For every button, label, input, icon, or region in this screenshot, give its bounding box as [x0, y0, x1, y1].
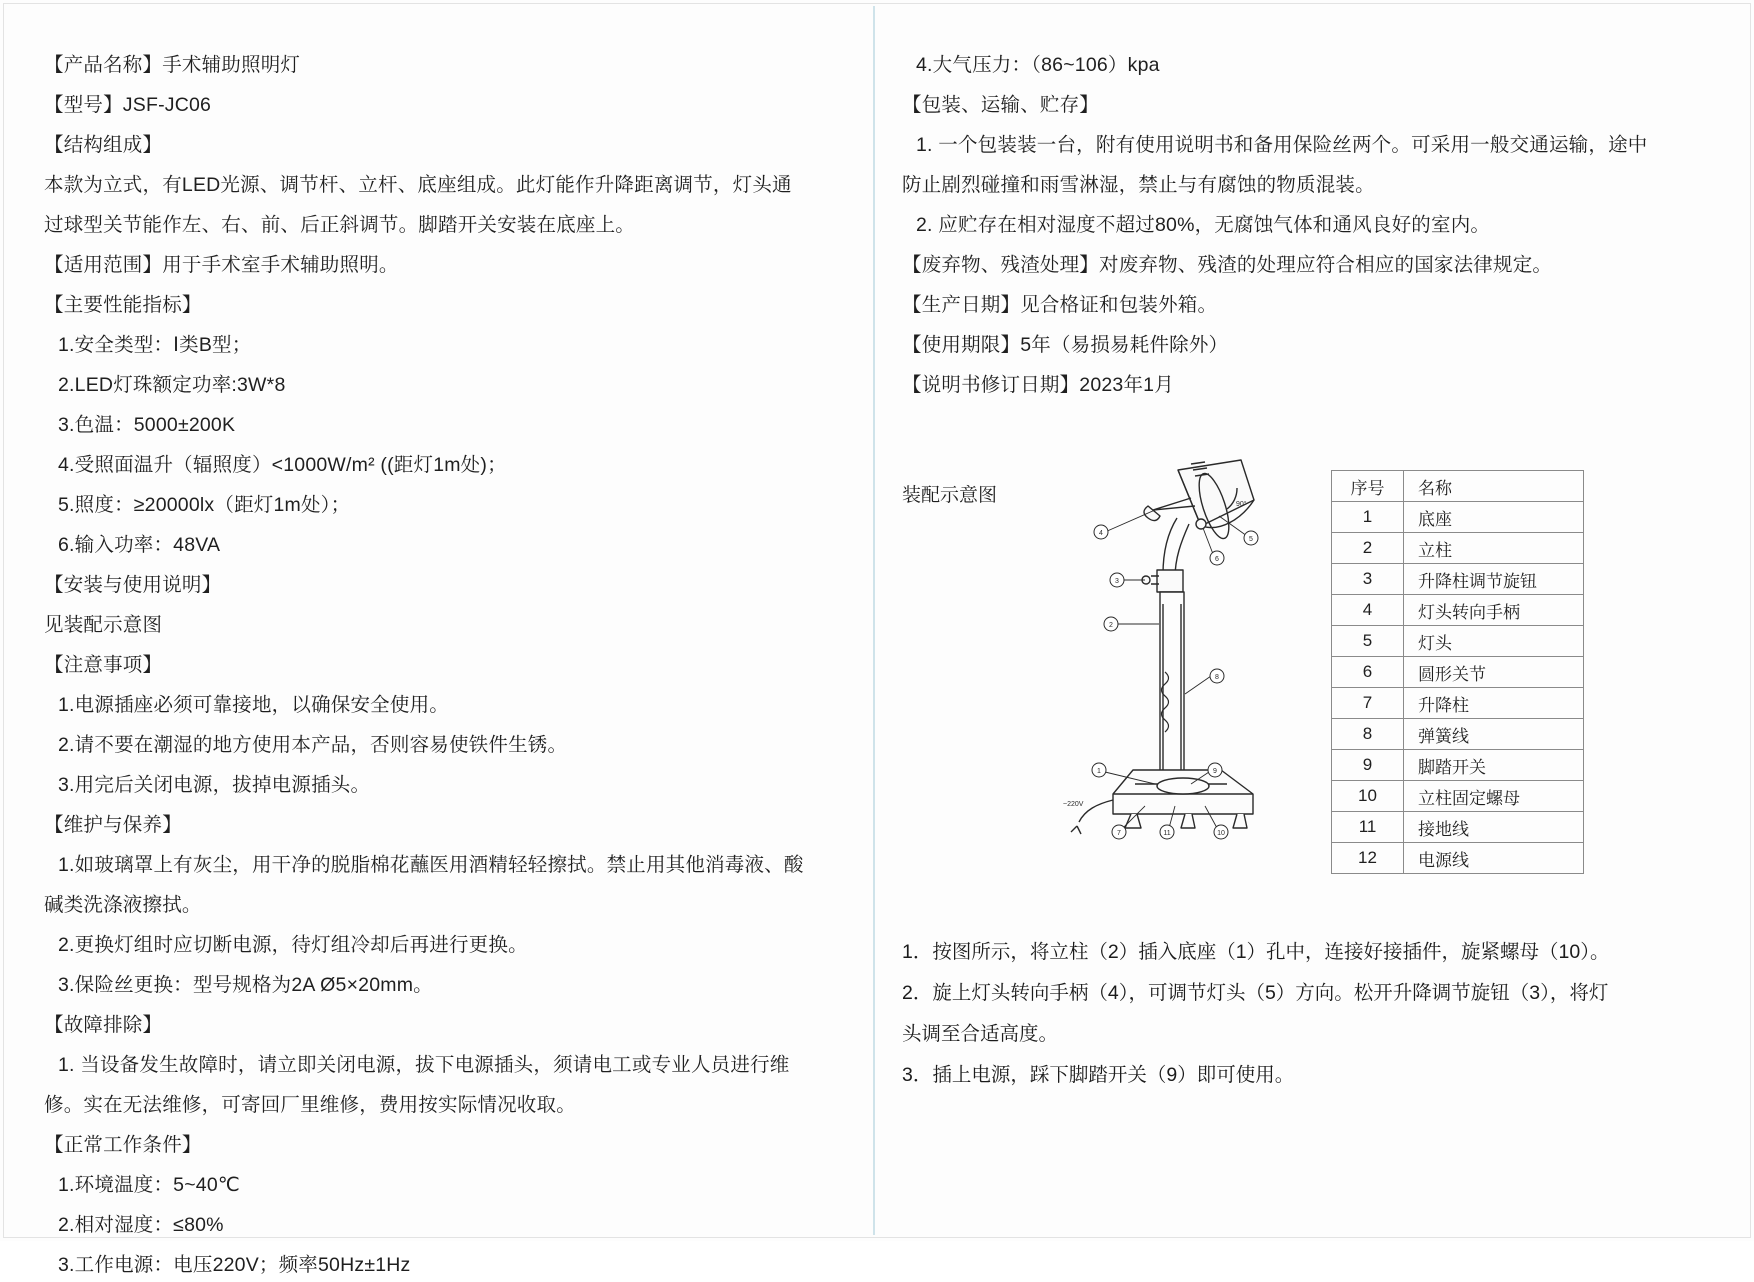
part-name: 脚踏开关 — [1404, 750, 1584, 781]
svg-text:7: 7 — [1117, 830, 1121, 837]
working-conditions-heading: 【正常工作条件】 — [44, 1134, 202, 1156]
packaging-item-2: 2. 应贮存在相对湿度不超过80%，无腐蚀气体和通风良好的室内。 — [916, 214, 1491, 236]
part-no: 3 — [1332, 564, 1404, 595]
part-name: 灯头 — [1404, 626, 1584, 657]
assembly-figure-block — [902, 462, 1710, 874]
product-name-line: 【产品名称】手术辅助照明灯 — [44, 54, 301, 76]
svg-text:5: 5 — [1249, 536, 1253, 543]
part-no: 5 — [1332, 626, 1404, 657]
maintenance-item-1-line-2: 碱类洗涤液擦拭。 — [44, 894, 202, 916]
table-row — [1332, 688, 1584, 719]
column-header-name: 名称 — [1404, 471, 1584, 502]
parts-list-table — [1331, 470, 1584, 874]
revision-date-line: 【说明书修订日期】2023年1月 — [902, 374, 1174, 396]
troubleshooting-item-1-line-1: 1. 当设备发生故障时，请立即关闭电源，拔下电源插头，须请电工或专业人员进行维 — [58, 1054, 790, 1076]
table-row — [1332, 750, 1584, 781]
packaging-heading: 【包装、运输、贮存】 — [902, 94, 1100, 116]
svg-text:8: 8 — [1215, 674, 1219, 681]
table-row — [1332, 564, 1584, 595]
table-row — [1332, 719, 1584, 750]
scope-line: 【适用范围】用于手术室手术辅助照明。 — [44, 254, 399, 276]
notice-item-3: 3.用完后关闭电源，拔掉电源插头。 — [58, 774, 371, 796]
assembly-diagram-label: 装配示意图 — [902, 485, 998, 506]
performance-item-6: 6.输入功率：48VA — [58, 534, 221, 556]
part-name: 立柱 — [1404, 533, 1584, 564]
part-no: 10 — [1332, 781, 1404, 812]
table-row — [1332, 626, 1584, 657]
performance-item-2: 2.LED灯珠额定功率:3W*8 — [58, 374, 286, 396]
table-row — [1332, 595, 1584, 626]
assembly-step-2-line-1: 2．旋上灯头转向手柄（4），可调节灯头（5）方向。松开升降调节旋钮（3），将灯 — [902, 982, 1609, 1004]
structure-heading: 【结构组成】 — [44, 134, 163, 156]
svg-text:11: 11 — [1163, 830, 1171, 837]
maintenance-item-3: 3.保险丝更换：型号规格为2A Ø5×20mm。 — [58, 974, 433, 996]
part-no: 7 — [1332, 688, 1404, 719]
notice-heading: 【注意事项】 — [44, 654, 163, 676]
assembly-diagram-icon — [1005, 454, 1305, 854]
assembly-step-3: 3．插上电源，踩下脚踏开关（9）即可使用。 — [902, 1064, 1295, 1086]
table-row — [1332, 533, 1584, 564]
svg-text:4: 4 — [1099, 530, 1103, 537]
part-name: 立柱固定螺母 — [1404, 781, 1584, 812]
part-name: 电源线 — [1404, 843, 1584, 874]
table-row — [1332, 812, 1584, 843]
working-condition-2: 2.相对湿度：≤80% — [58, 1214, 224, 1236]
working-condition-3: 3.工作电源：电压220V；频率50Hz±1Hz — [58, 1254, 411, 1276]
working-condition-4: 4.大气压力：（86~106）kpa — [916, 54, 1160, 76]
column-header-no: 序号 — [1332, 471, 1404, 502]
structure-body-line-2: 过球型关节能作左、右、前、后正斜调节。脚踏开关安装在底座上。 — [44, 214, 636, 236]
svg-text:6: 6 — [1215, 556, 1219, 563]
performance-item-3: 3.色温：5000±200K — [58, 414, 236, 436]
model-line: 【型号】JSF-JC06 — [44, 94, 212, 116]
notice-item-2: 2.请不要在潮湿的地方使用本产品，否则容易使铁件生锈。 — [58, 734, 568, 756]
working-condition-1: 1.环境温度：5~40℃ — [58, 1174, 240, 1196]
part-no: 9 — [1332, 750, 1404, 781]
table-row — [1332, 657, 1584, 688]
svg-text:10: 10 — [1217, 830, 1225, 837]
left-column — [0, 0, 872, 1276]
assembly-steps — [902, 936, 1710, 1092]
part-name: 灯头转向手柄 — [1404, 595, 1584, 626]
packaging-item-1-line-1: 1. 一个包装装一台，附有使用说明书和备用保险丝两个。可采用一般交通运输，途中 — [916, 134, 1648, 156]
svg-text:9: 9 — [1213, 768, 1217, 775]
table-row — [1332, 843, 1584, 874]
part-no: 1 — [1332, 502, 1404, 533]
part-name: 圆形关节 — [1404, 657, 1584, 688]
performance-heading: 【主要性能指标】 — [44, 294, 202, 316]
performance-item-4: 4.受照面温升（辐照度）<1000W/m² ((距灯1m处)； — [58, 454, 507, 476]
svg-text:1: 1 — [1097, 768, 1101, 775]
right-column — [872, 0, 1754, 1241]
notice-item-1: 1.电源插座必须可靠接地，以确保安全使用。 — [58, 694, 449, 716]
waste-disposal-line: 【废弃物、残渣处理】对废弃物、残渣的处理应符合相应的国家法律规定。 — [902, 254, 1553, 276]
production-date-line: 【生产日期】见合格证和包装外箱。 — [902, 294, 1218, 316]
troubleshooting-item-1-line-2: 修。实在无法维修，可寄回厂里维修，费用按实际情况收取。 — [44, 1094, 576, 1116]
packaging-item-1-line-2: 防止剧烈碰撞和雨雪淋湿，禁止与有腐蚀的物质混装。 — [902, 174, 1375, 196]
svg-text:90°: 90° — [1236, 501, 1247, 508]
maintenance-item-1-line-1: 1.如玻璃罩上有灰尘，用干净的脱脂棉花蘸医用酒精轻轻擦拭。禁止用其他消毒液、酸 — [58, 854, 804, 876]
part-no: 12 — [1332, 843, 1404, 874]
assembly-step-2-line-2: 头调至合适高度。 — [902, 1023, 1059, 1045]
assembly-step-1: 1．按图所示，将立柱（2）插入底座（1）孔中，连接好接插件，旋紧螺母（10）。 — [902, 941, 1610, 963]
table-row — [1332, 781, 1584, 812]
svg-text:2: 2 — [1109, 622, 1113, 629]
part-name: 接地线 — [1404, 812, 1584, 843]
part-name: 升降柱调节旋钮 — [1404, 564, 1584, 595]
maintenance-heading: 【维护与保养】 — [44, 814, 182, 836]
svg-text:~220V: ~220V — [1063, 801, 1084, 808]
service-life-line: 【使用期限】5年（易损易耗件除外） — [902, 334, 1229, 356]
table-row — [1332, 502, 1584, 533]
maintenance-item-2: 2.更换灯组时应切断电源，待灯组冷却后再进行更换。 — [58, 934, 528, 956]
performance-item-5: 5.照度：≥20000lx（距灯1m处）； — [58, 494, 351, 516]
part-no: 11 — [1332, 812, 1404, 843]
part-no: 8 — [1332, 719, 1404, 750]
structure-body-line-1: 本款为立式，有LED光源、调节杆、立杆、底座组成。此灯能作升降距离调节，灯头通 — [44, 174, 792, 196]
part-name: 升降柱 — [1404, 688, 1584, 719]
svg-text:3: 3 — [1115, 578, 1119, 585]
installation-body: 见装配示意图 — [44, 614, 163, 636]
part-no: 6 — [1332, 657, 1404, 688]
installation-heading: 【安装与使用说明】 — [44, 574, 222, 596]
troubleshooting-heading: 【故障排除】 — [44, 1014, 163, 1036]
table-header-row — [1332, 471, 1584, 502]
part-no: 4 — [1332, 595, 1404, 626]
part-name: 弹簧线 — [1404, 719, 1584, 750]
part-no: 2 — [1332, 533, 1404, 564]
part-name: 底座 — [1404, 502, 1584, 533]
performance-item-1: 1.安全类型：Ⅰ类B型； — [58, 334, 252, 356]
